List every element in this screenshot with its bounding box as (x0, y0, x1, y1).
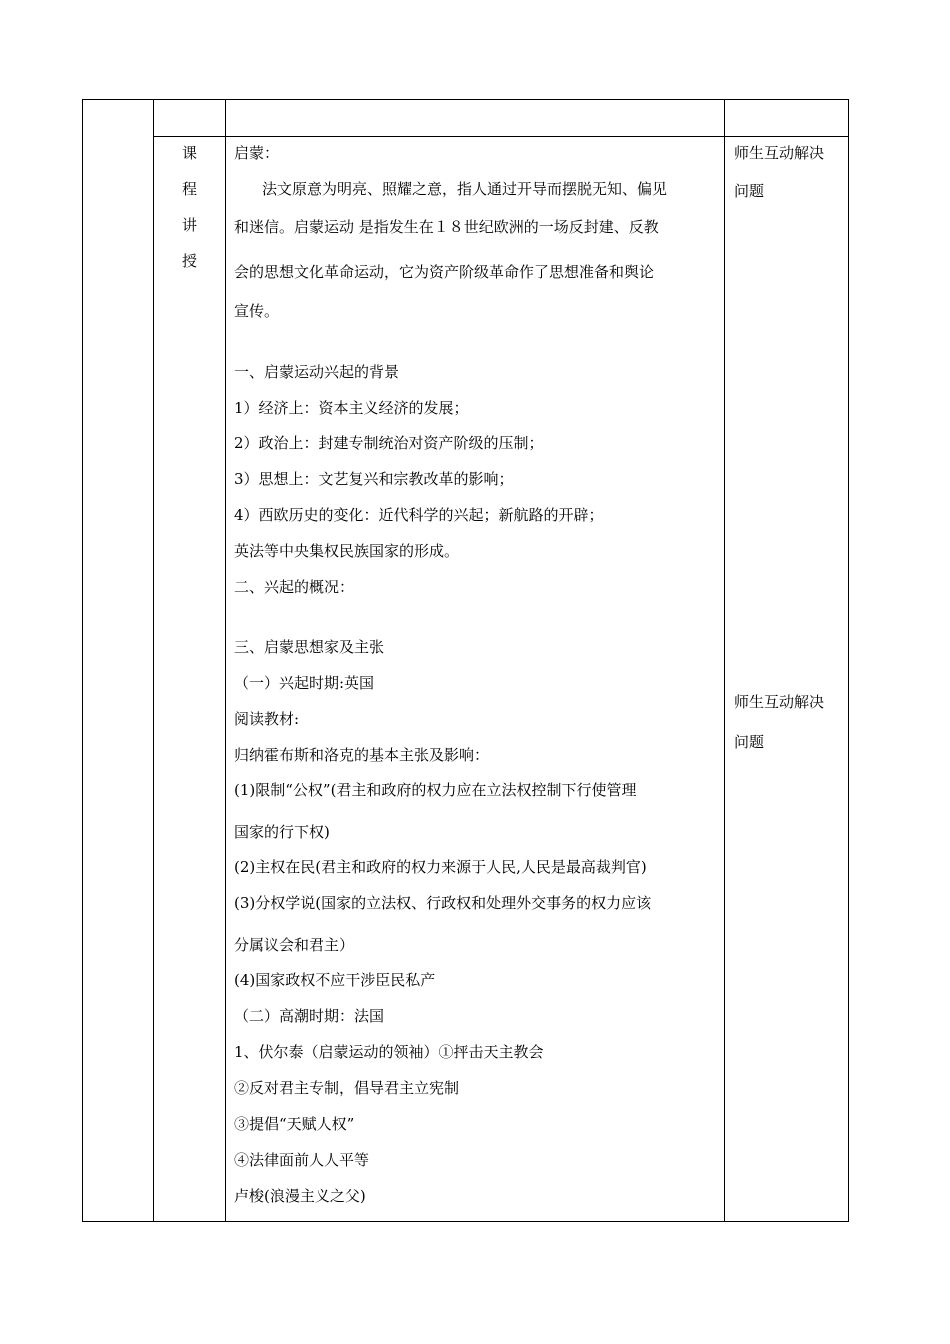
content-line: （一）兴起时期:英国 (234, 674, 375, 692)
remark-line: 问题 (734, 733, 765, 751)
content-line: 归纳霍布斯和洛克的基本主张及影响： (234, 746, 490, 764)
content-line: 阅读教材: (234, 710, 300, 728)
content-line: ②反对君主专制，倡导君主立宪制 (234, 1079, 460, 1097)
content-line: (1)限制“公权”(君主和政府的权力应在立法权控制下行使管理 (234, 781, 637, 799)
content-line: 4）西欧历史的变化：近代科学的兴起；新航路的开辟； (234, 506, 604, 524)
section-label-char: 程 (182, 180, 198, 198)
column-divider-1 (153, 99, 154, 1222)
table-border-bottom (82, 1221, 849, 1222)
content-line: 英法等中央集权民族国家的形成。 (234, 542, 460, 560)
column-divider-3 (724, 99, 725, 1222)
remark-line: 师生互动解决 (734, 144, 825, 162)
content-line: (4)国家政权不应干涉臣民私产 (234, 971, 436, 989)
section-label-char: 授 (182, 252, 198, 270)
content-line: 分属议会和君主） (234, 936, 355, 954)
section-label-char: 讲 (182, 216, 198, 234)
content-line: 二、兴起的概况： (234, 578, 355, 596)
content-line: ③提倡“天赋人权” (234, 1115, 355, 1133)
content-line: ④法律面前人人平等 (234, 1151, 370, 1169)
content-line: 三、启蒙思想家及主张 (234, 638, 385, 656)
content-line: 一、启蒙运动兴起的背景 (234, 363, 400, 381)
section-label-char: 课 (182, 144, 198, 162)
content-line: 法文原意为明亮、照耀之意，指人通过开导而摆脱无知、偏见 (262, 180, 668, 198)
content-line: 1、伏尔泰（启蒙运动的领袖）①抨击天主教会 (234, 1043, 544, 1061)
content-line: (2)主权在民(君主和政府的权力来源于人民,人民是最高裁判官) (234, 858, 647, 876)
content-line: 宣传。 (234, 302, 280, 320)
row-divider (153, 136, 849, 137)
table-border-top (82, 99, 849, 100)
table-border-left (82, 99, 83, 1222)
content-line: （二）高潮时期：法国 (234, 1007, 385, 1025)
content-line: 2）政治上：封建专制统治对资产阶级的压制； (234, 434, 544, 452)
content-line: 卢梭(浪漫主义之父) (234, 1187, 366, 1205)
content-line: 和迷信。启蒙运动 是指发生在１８世纪欧洲的一场反封建、反教 (234, 218, 659, 236)
content-line: 会的思想文化革命运动，它为资产阶级革命作了思想准备和舆论 (234, 263, 655, 281)
remark-line: 问题 (734, 182, 765, 200)
table-border-right (848, 99, 849, 1222)
content-line: 启蒙： (234, 144, 280, 162)
column-divider-2 (225, 99, 226, 1222)
content-line: 1）经济上：资本主义经济的发展； (234, 399, 469, 417)
content-line: 国家的行下权) (234, 823, 330, 841)
content-line: (3)分权学说(国家的立法权、行政权和处理外交事务的权力应该 (234, 894, 652, 912)
remark-line: 师生互动解决 (734, 693, 825, 711)
content-line: 3）思想上：文艺复兴和宗教改革的影响； (234, 470, 514, 488)
